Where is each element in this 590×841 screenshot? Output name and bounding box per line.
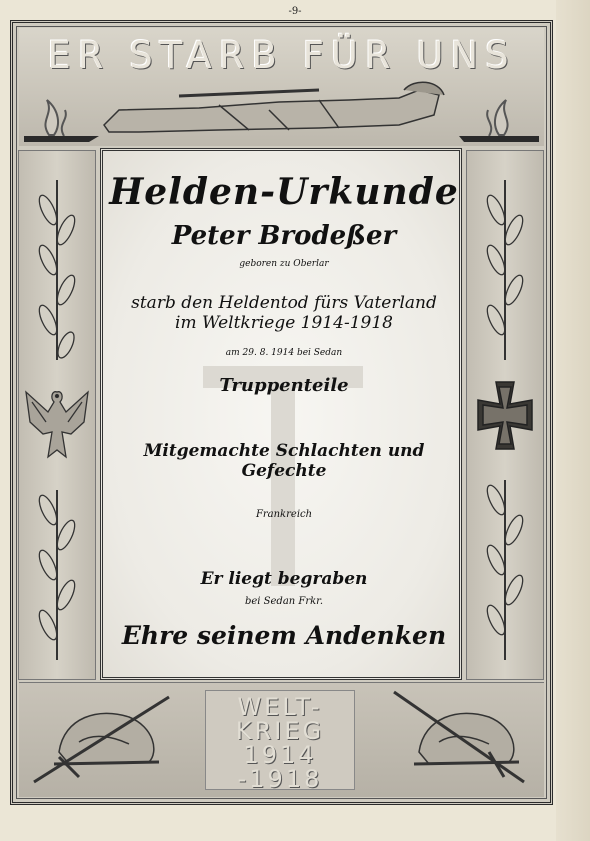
soldier-figure-icon (19, 70, 544, 148)
page-number: -9- (288, 6, 302, 17)
flame-bowl-left (24, 136, 99, 142)
death-line-2: im Weltkriege 1914-1918 (175, 313, 393, 333)
memorial-line-3: 1914 -1918 (237, 741, 323, 793)
honor-line: Ehre seinem Andenken (121, 621, 447, 650)
iron-cross-icon (470, 378, 540, 453)
burial-place: bei Sedan Frkr. (244, 596, 324, 607)
death-date: am 29. 8. 1914 bei Sedan (225, 348, 343, 358)
death-line-1: starb den Heldentod fürs Vaterland (131, 293, 437, 313)
flame-bowl-right (459, 136, 539, 142)
birthplace: geboren zu Oberlar (239, 259, 329, 269)
banner-title: ER STARB FÜR UNS (47, 34, 516, 77)
battles-heading: Mitgemachte Schlachten und Gefechte (143, 441, 425, 481)
memorial-stone (205, 690, 355, 793)
hero-name: Peter Brodeßer (171, 221, 397, 251)
certificate-document (100, 148, 462, 680)
eagle-icon (18, 372, 96, 472)
battle-country: Frankreich (255, 509, 313, 520)
certificate-title: Helden-Urkunde (109, 171, 459, 213)
page-edge (556, 0, 590, 841)
memorial-line-1: WELT- (237, 693, 323, 721)
units-heading: Truppenteile (219, 375, 349, 396)
burial-heading: Er liegt begraben (200, 569, 368, 589)
memorial-line-2: KRIEG (235, 717, 325, 745)
